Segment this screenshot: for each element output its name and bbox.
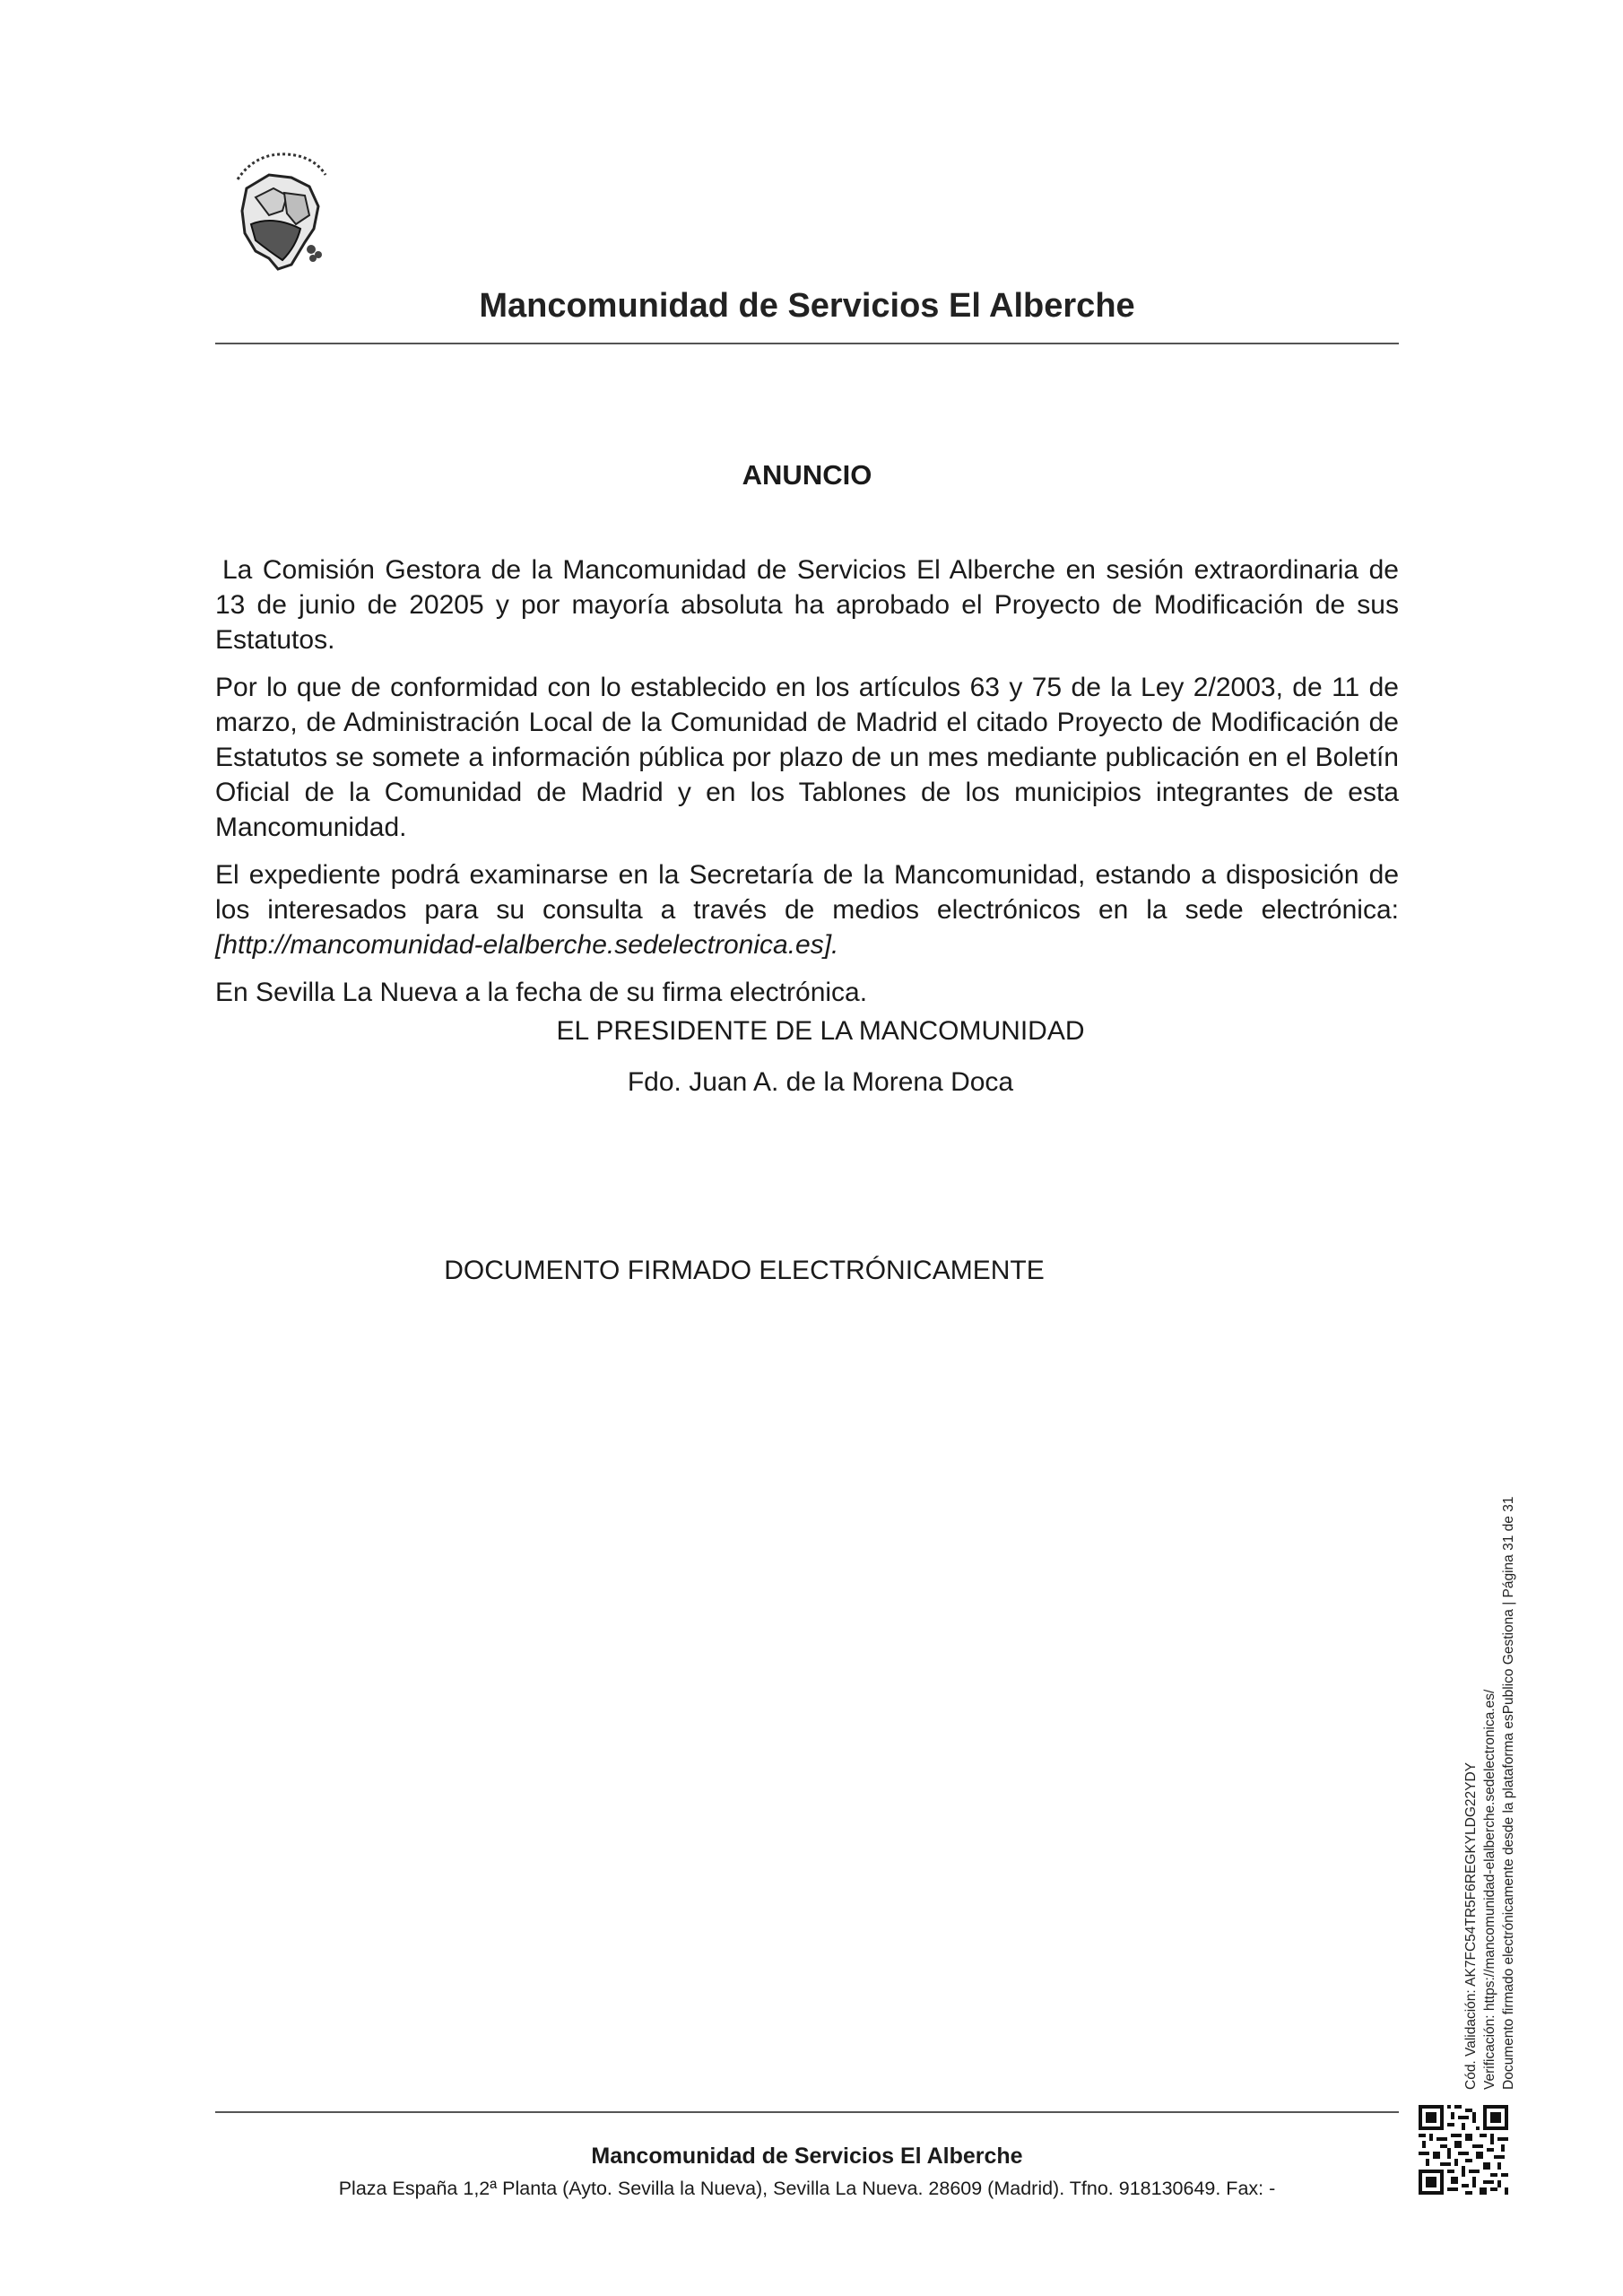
header-divider xyxy=(215,343,1399,344)
platform-note: Documento firmado electrónicamente desde la plataforma esPublico Gestiona | Página 31 de 31 xyxy=(1501,1496,1516,2090)
mancomunidad-seal-icon xyxy=(220,144,341,278)
verification-url: Verificación: https://mancomunidad-elalberche.sedelectronica.es/ xyxy=(1482,1689,1497,2090)
paragraph: Por lo que de conformidad con lo establecido en los artículos 63 y 75 de la Ley 2/2003, de 11 de marzo, de Administración Local de la Comunidad de Madrid el citado Proyecto de Modificación de Estatutos se somete a información pública por plazo de un mes mediante publicación en el Boletín Oficial de la Comunidad de Madrid y en los Tablones de los municipios integrantes de esta Mancomunidad. xyxy=(215,673,1399,842)
signer-title: EL PRESIDENTE DE LA MANCOMUNIDAD xyxy=(556,1016,1085,1046)
document-heading: ANUNCIO xyxy=(742,459,872,491)
qr-code-icon xyxy=(1419,2105,1508,2195)
footer-address: Plaza España 1,2ª Planta (Ayto. Sevilla la Nueva), Sevilla La Nueva. 28609 (Madrid). Tfno. 918130649. Fax: - xyxy=(338,2178,1276,2199)
paragraph: La Comisión Gestora de la Mancomunidad de Servicios El Alberche en sesión extraordinaria de 13 de junio de 20205 y por mayoría absoluta ha aprobado el Proyecto de Modificación de sus Estatutos. xyxy=(215,555,1399,655)
document-body xyxy=(215,552,1399,1022)
footer-name: Mancomunidad de Servicios El Alberche xyxy=(591,2144,1023,2169)
footer-divider xyxy=(215,2111,1399,2113)
validation-code: Cód. Validación: AK7FC54TR5F6REGKYLDG22YDY xyxy=(1463,1762,1479,2090)
paragraph: En Sevilla La Nueva a la fecha de su firma electrónica. xyxy=(215,978,868,1007)
sede-url-link[interactable]: [http://mancomunidad-elalberche.sedelectronica.es]. xyxy=(215,930,839,960)
signed-notice: DOCUMENTO FIRMADO ELECTRÓNICAMENTE xyxy=(444,1256,1045,1285)
paragraph xyxy=(215,857,1399,962)
paragraph-text: El expediente podrá examinarse en la Secretaría de la Mancomunidad, estando a disposición de los interesados para su consulta a través de medios electrónicos en la sede electrónica: xyxy=(215,860,1399,925)
validation-sidebar xyxy=(1462,1497,1518,2090)
signer-name: Fdo. Juan A. de la Morena Doca xyxy=(627,1067,1014,1097)
header-title: Mancomunidad de Servicios El Alberche xyxy=(479,287,1135,325)
